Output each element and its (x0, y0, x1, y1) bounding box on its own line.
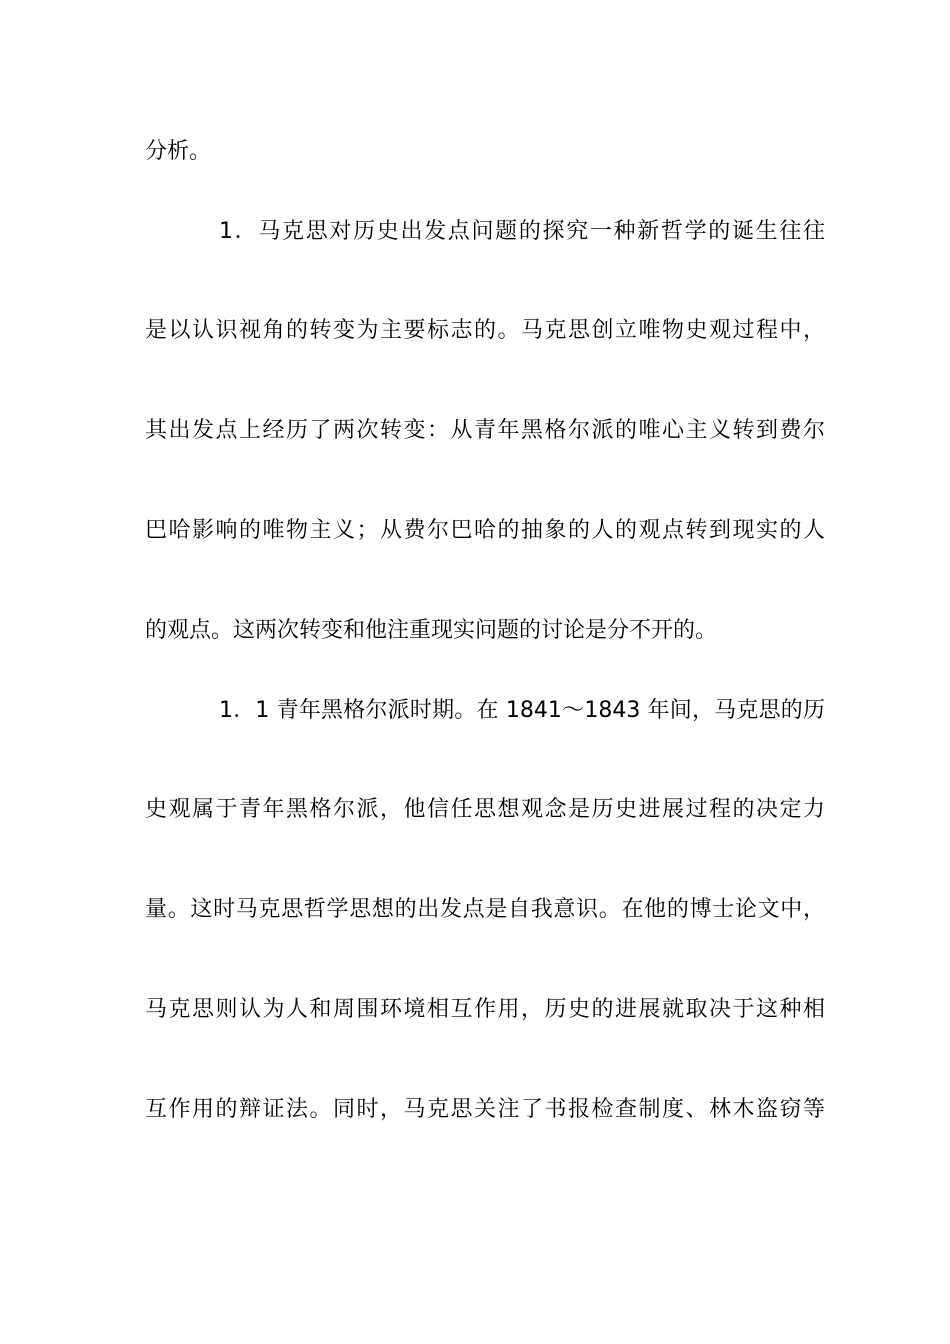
text-line: 史观属于青年黑格尔派，他信任思想观念是历史进展过程的决定力 (145, 797, 825, 822)
text-line: 马克思则认为人和周围环境相互作用，历史的进展就取决于这种相 (145, 997, 825, 1022)
text-line: 其出发点上经历了两次转变：从青年黑格尔派的唯心主义转到费尔 (145, 418, 825, 443)
text-line: 量。这时马克思哲学思想的出发点是自我意识。在他的博士论文中， (145, 897, 825, 922)
text-line: 分析。 (145, 139, 212, 164)
section-heading-line: 1．马克思对历史出发点问题的探究一种新哲学的诞生往往 (219, 219, 825, 244)
text-line: 是以认识视角的转变为主要标志的。马克思创立唯物史观过程中， (145, 318, 825, 343)
text-line: 互作用的辩证法。同时，马克思关注了书报检查制度、林木盗窃等 (145, 1097, 825, 1122)
text-line: 巴哈影响的唯物主义；从费尔巴哈的抽象的人的观点转到现实的人 (145, 518, 825, 543)
subsection-heading-line: 1．1 青年黑格尔派时期。在 1841～1843 年间，马克思的历 (219, 698, 825, 723)
text-line: 的观点。这两次转变和他注重现实问题的讨论是分不开的。 (145, 618, 718, 643)
